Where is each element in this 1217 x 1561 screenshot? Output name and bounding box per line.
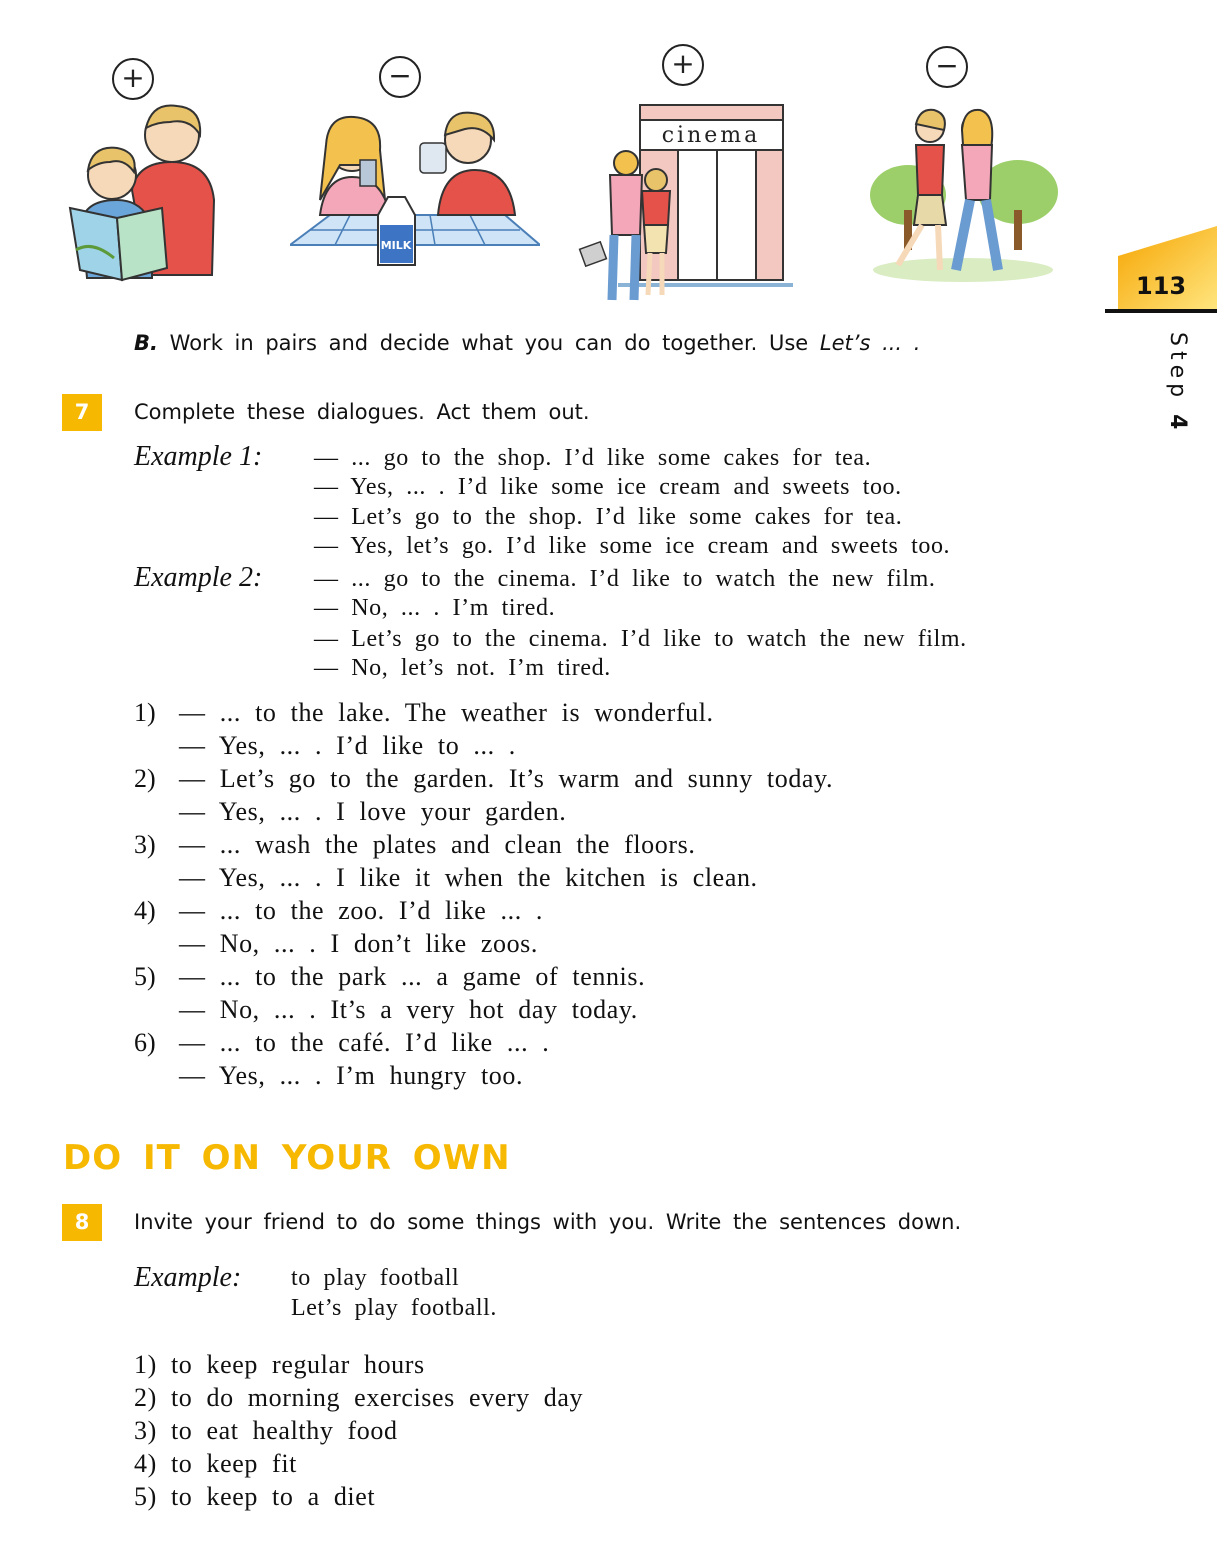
exercise-instruction: Invite your friend to do some things with you. Write the sentences down.	[134, 1210, 962, 1234]
list-item: 4) to keep fit	[134, 1449, 297, 1478]
example-line: Let’s play football.	[291, 1295, 497, 1321]
dialogue-number: 2)	[134, 764, 156, 793]
list-item: 3) to eat healthy food	[134, 1416, 398, 1445]
dialogue-number: 3)	[134, 830, 156, 859]
dialogue-line: — ... to the park ... a game of tennis.	[179, 962, 646, 991]
list-item: 5) to keep to a diet	[134, 1482, 376, 1511]
dialogue-line: — No, ... . I don’t like zoos.	[179, 929, 538, 958]
example-line: — No, let’s not. I’m tired.	[314, 655, 611, 681]
dialogue-number: 1)	[134, 698, 156, 727]
step-label: Step 4	[1165, 332, 1190, 435]
tab-divider	[1105, 309, 1217, 313]
dialogue-line: — ... to the café. I’d like ... .	[179, 1028, 550, 1057]
dialogue-line: — Let’s go to the garden. It’s warm and sunny today.	[179, 764, 834, 793]
example-label: Example 1:	[134, 441, 263, 472]
walking-park-illustration	[868, 100, 1058, 285]
dialogue-number: 4)	[134, 896, 156, 925]
example-line: — Let’s go to the cinema. I’d like to watch the new film.	[314, 626, 967, 652]
minus-sign-icon: −	[379, 56, 421, 98]
example-line: — Yes, let’s go. I’d like some ice cream and sweets too.	[314, 533, 951, 559]
dialogue-line: — No, ... . It’s a very hot day today.	[179, 995, 638, 1024]
milk-label: MILK	[380, 239, 412, 252]
exercise-number: 8	[62, 1204, 102, 1241]
dialogue-number: 6)	[134, 1028, 156, 1057]
section-heading: DO IT ON YOUR OWN	[63, 1138, 511, 1178]
list-item: 2) to do morning exercises every day	[134, 1383, 584, 1412]
example-line: — ... go to the shop. I’d like some cakes for tea.	[314, 445, 872, 471]
example-line: — Let’s go to the shop. I’d like some cakes for tea.	[314, 504, 903, 530]
plus-sign-icon: +	[662, 44, 704, 86]
example-label: Example:	[134, 1262, 242, 1293]
exercise-number: 7	[62, 394, 102, 431]
dialogue-number: 5)	[134, 962, 156, 991]
exercise-instruction: Complete these dialogues. Act them out.	[134, 400, 590, 424]
dialogue-line: — ... to the lake. The weather is wonderful.	[179, 698, 714, 727]
dialogue-line: — Yes, ... . I love your garden.	[179, 797, 567, 826]
reading-book-illustration	[62, 100, 227, 285]
task-b-instruction: B. Work in pairs and decide what you can do together. Use Let’s ... .	[134, 331, 921, 355]
example-line: — ... go to the cinema. I’d like to watch the new film.	[314, 566, 936, 592]
dialogue-line: — Yes, ... . I like it when the kitchen is clean.	[179, 863, 758, 892]
example-line: to play football	[291, 1265, 460, 1291]
page-number: 113	[1136, 272, 1187, 300]
list-item: 1) to keep regular hours	[134, 1350, 425, 1379]
example-label: Example 2:	[134, 562, 263, 593]
dialogue-line: — Yes, ... . I’d like to ... .	[179, 731, 516, 760]
cinema-illustration	[578, 95, 793, 305]
cinema-sign: cinema	[661, 123, 761, 148]
example-line: — No, ... . I’m tired.	[314, 595, 556, 621]
dialogue-line: — ... to the zoo. I’d like ... .	[179, 896, 544, 925]
dialogue-line: — Yes, ... . I’m hungry too.	[179, 1061, 524, 1090]
example-line: — Yes, ... . I’d like some ice cream and sweets too.	[314, 474, 902, 500]
dialogue-line: — ... wash the plates and clean the floors.	[179, 830, 696, 859]
minus-sign-icon: −	[926, 46, 968, 88]
drinking-milk-illustration	[290, 105, 540, 285]
plus-sign-icon: +	[112, 58, 154, 100]
